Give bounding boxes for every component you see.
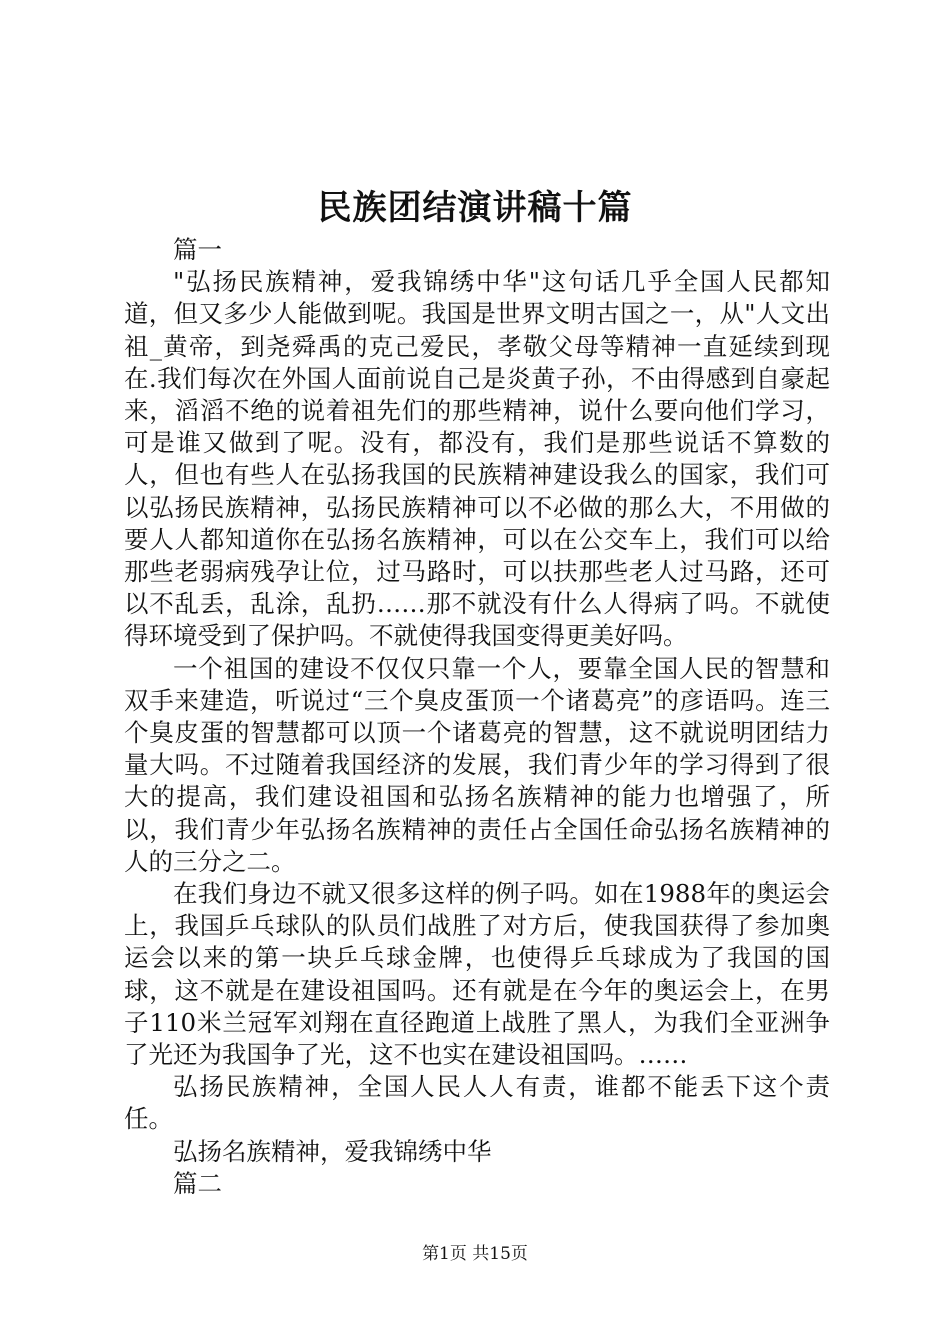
closing-line: 弘扬名族精神，爱我锦绣中华 bbox=[173, 1136, 492, 1166]
paragraph-2: 一个祖国的建设不仅仅只靠一个人，要靠全国人民的智慧和双手来建造，听说过“三个臭皮蛋顶一个诸葛亮”的彦语吗。连三个臭皮蛋的智慧都可以顶一个诸葛亮的智慧，这不就说明团结力量大吗。不过随着我国经济的发展，我们青少年的学习得到了很大的提高，我们建设祖国和弘扬名族精神的能力也增强了，所以，我们青少年弘扬名族精神的责任占全国任命弘扬名族精神的人的三分之二。 bbox=[124, 653, 830, 876]
page-footer: 第1页 共15页 bbox=[422, 1244, 528, 1264]
paragraph-4: 弘扬民族精神，全国人民人人有责，谁都不能丢下这个责任。 bbox=[124, 1072, 830, 1134]
document-body bbox=[124, 234, 830, 1200]
document-title: 民族团结演讲稿十篇 bbox=[317, 188, 633, 228]
section-heading-1: 篇一 bbox=[173, 235, 222, 264]
section-heading-2: 篇二 bbox=[173, 1168, 222, 1198]
paragraph-3: 在我们身边不就又很多这样的例子吗。如在1988年的奥运会上，我国乒乓球队的队员们战胜了对方后，使我国获得了参加奥运会以来的第一块乒乓球金牌，也使得乒乓球成为了我国的国球，这不就是在建设祖国吗。还有就是在今年的奥运会上，在男子110米兰冠军刘翔在直径跑道上战胜了黑人，为我们全亚洲争了光还为我国争了光，这不也实在建设祖国吗。…… bbox=[124, 879, 830, 1070]
paragraph-1: "弘扬民族精神，爱我锦绣中华"这句话几乎全国人民都知道，但又多少人能做到呢。我国是世界文明古国之一，从"人文出祖_黄帝，到尧舜禹的克己爱民，孝敬父母等精神一直延续到现在.我们每次在外国人面前说自己是炎黄子孙，不由得感到自豪起来，滔滔不绝的说着祖先们的那些精神，说什么要向他们学习，可是谁又做到了呢。没有，都没有，我们是那些说话不算数的人，但也有些人在弘扬我国的民族精神建设我么的国家，我们可以弘扬民族精神，弘扬民族精神可以不必做的那么大，不用做的要人人都知道你在弘扬名族精神，可以在公交车上，我们可以给那些老弱病残孕让位，过马路时，可以扶那些老人过马路，还可以不乱丢，乱涂，乱扔……那不就没有什么人得病了吗。不就使得环境受到了保护吗。不就使得我国变得更美好吗。 bbox=[124, 267, 830, 651]
